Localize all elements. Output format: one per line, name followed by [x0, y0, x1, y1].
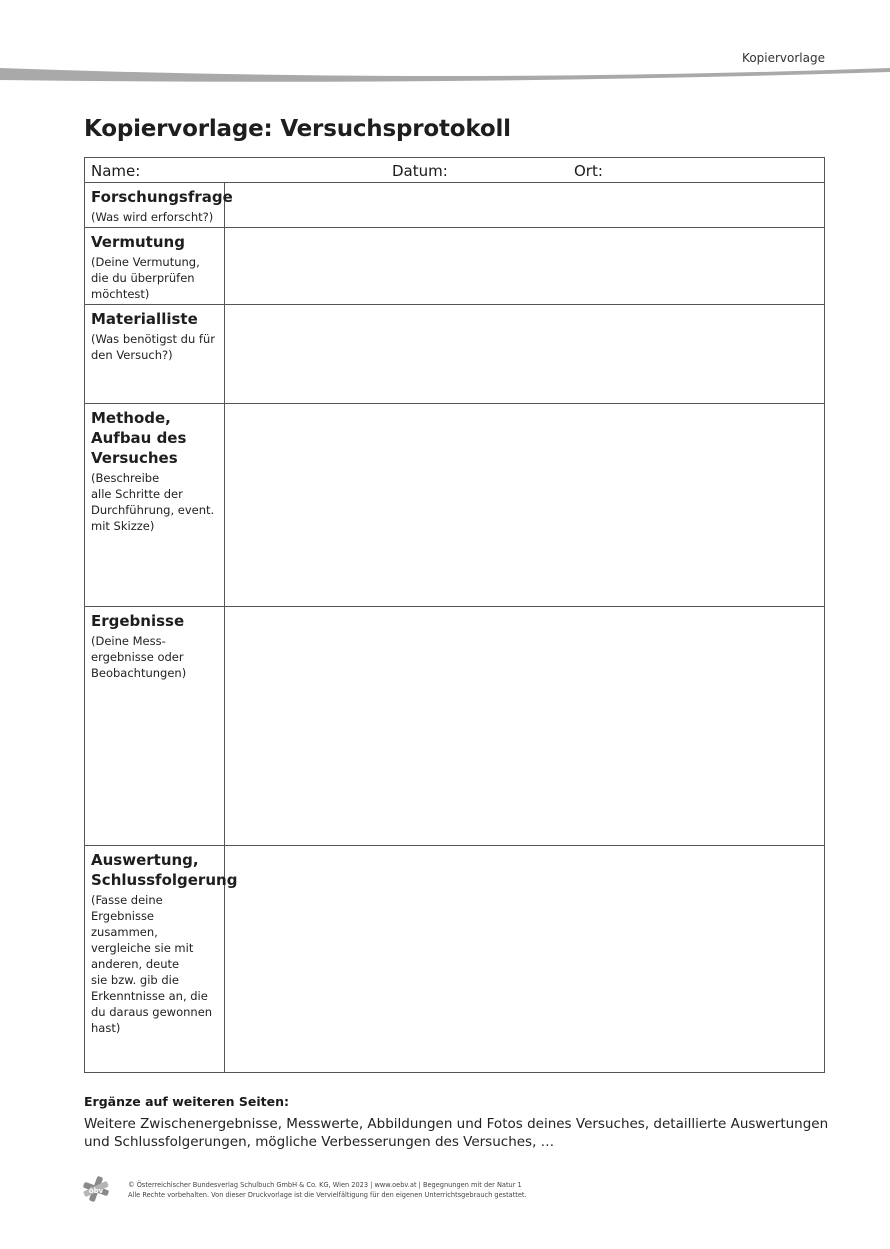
row-ergebnisse — [85, 607, 825, 846]
row-heading: Vermutung — [91, 233, 185, 251]
ort-label: Ort: — [574, 162, 603, 180]
footer-line-1: © Österreichischer Bundesverlag Schulbuch GmbH & Co. KG, Wien 2023 | www.oebv.at | Begegnungen mit der Natur 1 — [128, 1181, 522, 1189]
logo-text: öbv — [88, 1187, 104, 1195]
answer-cell-auswertung[interactable] — [225, 846, 825, 1073]
row-description: (Was benötigst du für den Versuch?) — [91, 332, 215, 362]
row-heading: Ergebnisse — [91, 612, 185, 630]
row-description: (Beschreibe alle Schritte der Durchführung, event. mit Skizze) — [91, 471, 215, 533]
name-date-place-cell[interactable] — [85, 158, 825, 183]
publisher-logo-icon — [82, 1175, 110, 1203]
row-auswertung — [85, 846, 825, 1073]
label-cell — [85, 183, 233, 228]
label-cell — [85, 228, 225, 305]
note-text: Weitere Zwischenergebnisse, Messwerte, Abbildungen und Fotos deines Versuches, detaillierte Auswertungen und Schlussfolgerungen, mögliche Verbesserungen des Versuches, … — [84, 1116, 829, 1150]
row-description: (Deine Mess- ergebnisse oder Beobachtungen) — [91, 634, 187, 680]
row-heading: Forschungsfrage — [91, 188, 233, 206]
label-cell — [85, 305, 225, 404]
row-heading: Methode, Aufbau des Versuches — [91, 409, 187, 467]
note-heading: Ergänze auf weiteren Seiten: — [84, 1094, 289, 1109]
row-heading: Materialliste — [91, 310, 198, 328]
row-vermutung — [85, 228, 825, 305]
label-cell — [85, 846, 238, 1073]
row-methode — [85, 404, 825, 607]
footer-copyright — [128, 1180, 527, 1200]
protocol-table — [84, 157, 825, 1073]
label-cell — [85, 607, 225, 846]
row-description: (Fasse deine Ergebnisse zusammen, vergleiche sie mit anderen, deute sie bzw. gib die Erkenntnisse an, die du daraus gewonnen hast) — [91, 893, 213, 1035]
answer-cell-forschungsfrage[interactable] — [225, 183, 825, 228]
row-heading: Auswertung, Schlussfolgerung — [91, 851, 238, 889]
answer-cell-vermutung[interactable] — [225, 228, 825, 305]
name-label: Name: — [91, 162, 141, 180]
row-forschungsfrage — [85, 183, 825, 228]
datum-label: Datum: — [392, 162, 448, 180]
header-band — [0, 66, 890, 86]
row-materialliste — [85, 305, 825, 404]
header-label: Kopiervorlage — [742, 51, 825, 65]
additional-pages-note — [84, 1094, 829, 1151]
footer-line-2: Alle Rechte vorbehalten. Von dieser Druckvorlage ist die Vervielfältigung für den eigenen Unterrichtsgebrauch gestattet. — [128, 1191, 527, 1199]
answer-cell-materialliste[interactable] — [225, 305, 825, 404]
name-row — [85, 158, 825, 183]
answer-cell-methode[interactable] — [225, 404, 825, 607]
label-cell — [85, 404, 225, 607]
answer-cell-ergebnisse[interactable] — [225, 607, 825, 846]
row-description: (Deine Vermutung, die du überprüfen möchtest) — [91, 255, 200, 301]
row-description: (Was wird erforscht?) — [91, 210, 214, 224]
page-title: Kopiervorlage: Versuchsprotokoll — [84, 116, 511, 142]
